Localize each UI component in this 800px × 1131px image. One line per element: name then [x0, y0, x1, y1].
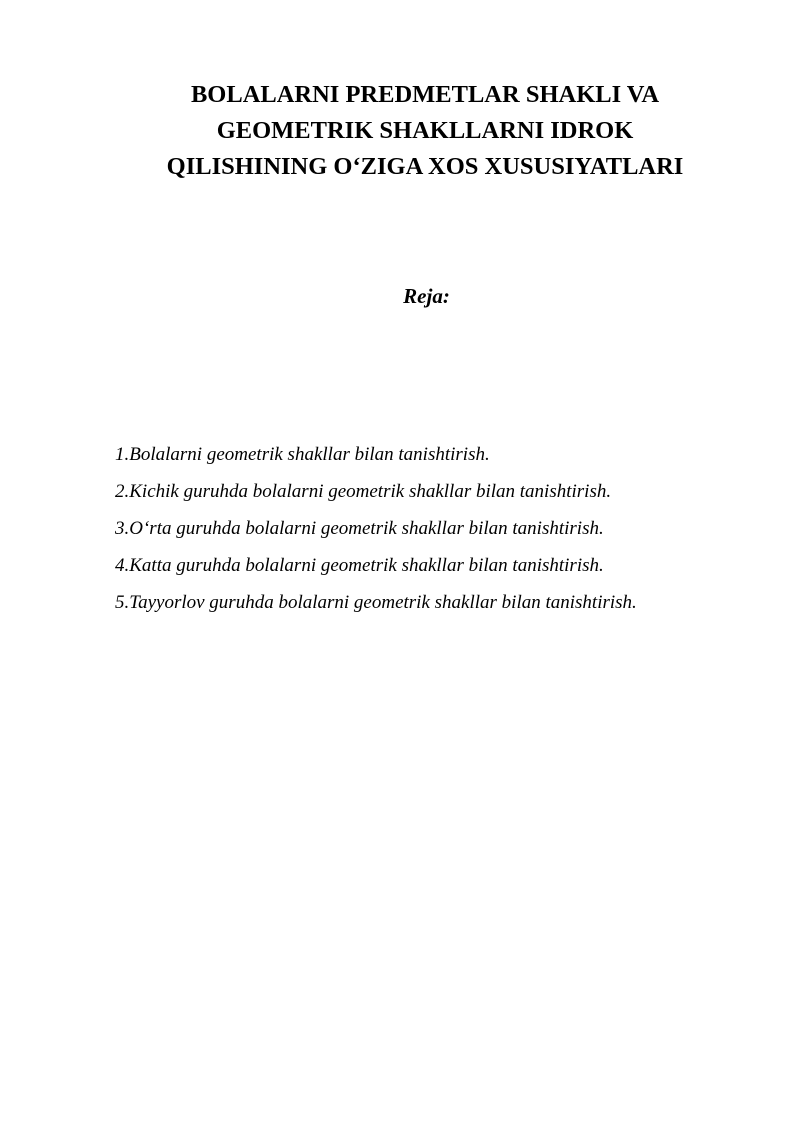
title-line: QILISHINING O‘ZIGA XOS XUSUSIYATLARI [166, 153, 684, 180]
plan-item: 1.Bolalarni geometrik shakllar bilan tanishtirish. [115, 444, 490, 465]
document-title [120, 77, 730, 185]
plan-heading: Reja: [403, 284, 450, 308]
plan-list [115, 436, 637, 621]
plan-item: 5.Tayyorlov guruhda bolalarni geometrik shakllar bilan tanishtirish. [115, 592, 637, 613]
plan-item: 3.O‘rta guruhda bolalarni geometrik shakllar bilan tanishtirish. [115, 518, 604, 539]
title-line: GEOMETRIK SHAKLLARNI IDROK [216, 117, 634, 144]
plan-item: 4.Katta guruhda bolalarni geometrik shakllar bilan tanishtirish. [115, 555, 604, 576]
plan-item: 2.Kichik guruhda bolalarni geometrik shakllar bilan tanishtirish. [115, 481, 612, 502]
title-line: BOLALARNI PREDMETLAR SHAKLI VA [190, 81, 660, 108]
